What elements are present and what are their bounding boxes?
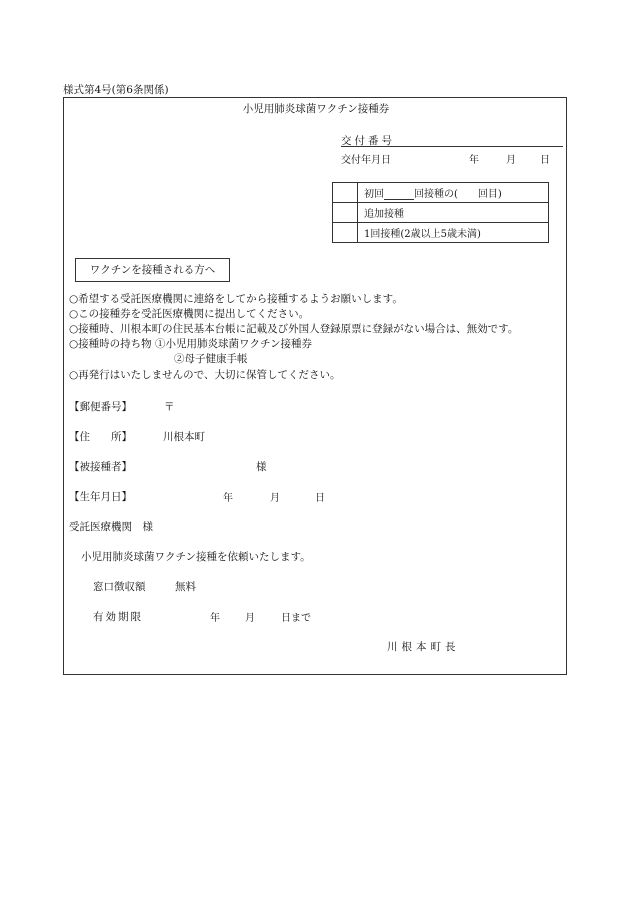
note-invalid: ○接種時、川根本町の住民基本台帳に記載及び外国人登録原票に登録がない場合は、無効です。 xyxy=(69,323,519,335)
postal-code-label: 【郵便番号】 xyxy=(69,401,132,413)
birth-year-label: 年 xyxy=(223,493,233,504)
institution-addressee: 受託医療機関 様 xyxy=(69,521,153,533)
fee-label: 窓口徴収額 xyxy=(93,581,146,593)
voucher-title: 小児用肺炎球菌ワクチン接種券 xyxy=(242,103,390,115)
recipient-name-label: 【被接種者】 xyxy=(69,461,132,473)
birth-date-label: 【生年月日】 xyxy=(69,491,132,503)
form-number-label: 様式第4号(第6条関係) xyxy=(63,84,169,96)
voucher-frame xyxy=(63,97,567,675)
birth-month-label: 月 xyxy=(270,493,280,504)
birth-day-label: 日 xyxy=(315,493,325,504)
dose-row-booster xyxy=(333,203,549,223)
dose-checkbox-single[interactable] xyxy=(333,223,358,243)
mayor-signature: 川根本町長 xyxy=(387,641,460,653)
note-items-handbook: ②母子健康手帳 xyxy=(174,353,248,365)
dose-checkbox-initial[interactable] xyxy=(333,183,358,203)
dose-checkbox-booster[interactable] xyxy=(333,203,358,223)
recipient-honorific: 様 xyxy=(256,461,267,473)
dose-booster-text: 追加接種 xyxy=(358,203,549,223)
note-items: ○接種時の持ち物 ①小児用肺炎球菌ワクチン接種券 xyxy=(69,338,312,350)
dose-single-text: 1回接種(2歳以上5歳未満) xyxy=(358,223,549,243)
note-no-reissue: ○再発行はいたしませんので、大切に保管してください。 xyxy=(69,369,341,381)
dose-blank-count xyxy=(384,189,414,200)
address-value: 川根本町 xyxy=(163,431,205,443)
issue-day-label: 日 xyxy=(540,155,550,166)
issue-number-label: 交付番号 xyxy=(341,135,395,147)
issue-month-label: 月 xyxy=(506,155,516,166)
note-contact: ○希望する受託医療機関に連絡をしてから接種するようお願いします。 xyxy=(69,293,403,305)
issue-year-label: 年 xyxy=(469,155,479,166)
fee-value: 無料 xyxy=(175,581,196,593)
validity-month-label: 月 xyxy=(245,613,255,624)
issue-date-label: 交付年月日 xyxy=(341,155,391,166)
validity-year-label: 年 xyxy=(210,613,220,624)
note-submit: ○この接種券を受託医療機関に提出してください。 xyxy=(69,308,310,320)
postal-mark: 〒 xyxy=(164,401,175,413)
recipient-notice-heading: ワクチンを接種される方へ xyxy=(75,258,230,282)
dose-initial-text: 初回 回接種の( 回目) xyxy=(358,183,549,203)
request-statement: 小児用肺炎球菌ワクチン接種を依頼いたします。 xyxy=(81,551,311,563)
address-label: 【住 所】 xyxy=(69,431,132,443)
issue-number-line xyxy=(341,146,563,147)
dose-type-table xyxy=(332,182,549,243)
validity-label: 有効期限 xyxy=(93,611,143,623)
validity-until-label: 日まで xyxy=(281,613,311,624)
dose-row-single xyxy=(333,223,549,243)
dose-row-initial xyxy=(333,183,549,203)
